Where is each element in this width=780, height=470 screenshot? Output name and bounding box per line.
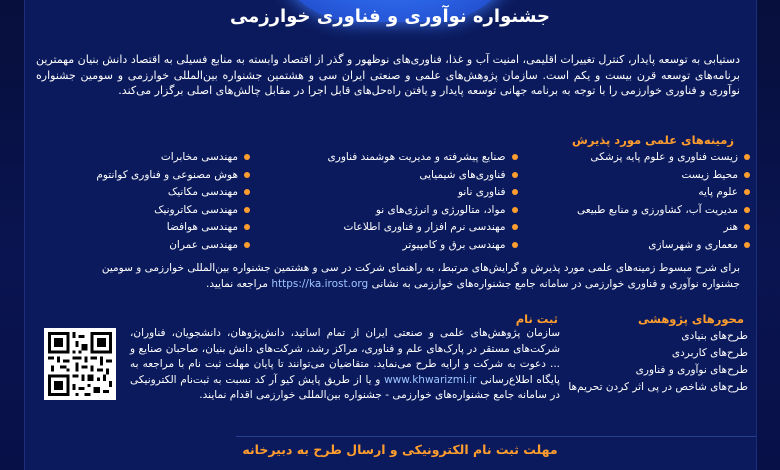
field-item: هنر xyxy=(540,220,750,235)
field-item: مهندسی عمران xyxy=(60,238,250,253)
field-item: مهندسی هوافضا xyxy=(60,220,250,235)
field-item: مهندسی مکانیک xyxy=(60,185,250,200)
field-item: هوش مصنوعی و فناوری کوانتوم xyxy=(60,168,250,183)
bullet-icon xyxy=(244,242,250,248)
bullet-icon xyxy=(512,154,518,160)
bullet-icon xyxy=(744,242,750,248)
field-item: معماری و شهرسازی xyxy=(540,238,750,253)
field-item: مهندسی برق و کامپیوتر xyxy=(273,238,518,253)
fields-column-2 xyxy=(273,150,518,252)
registration-title: ثبت نام xyxy=(515,312,558,326)
field-item: فناوری نانو xyxy=(273,185,518,200)
field-item: محیط زیست xyxy=(540,168,750,183)
field-item: مواد، متالورژی و انرژی‌های نو xyxy=(273,203,518,218)
accepted-fields-title: زمینه‌های علمی مورد پذیرش xyxy=(572,133,734,147)
research-areas-title: محورهای پژوهشی xyxy=(637,312,744,326)
intro-paragraph: دستیابی به توسعه پایدار، کنترل تغییرات اقلیمی، امنیت آب و غذا، فناوری‌های نوظهور و گذر از اقتصاد وابسته به منابع فسیلی به اقتصاد دانش بنیان مهمترین برنامه‌های توسعه قرن بیست و یکم است. سازمان پژوهش‌های علمی و صنعتی ایران سی و هشتمین جشنواره بین‌المللی خوارزمی و سومین جشنواره نوآوری و فناوری خوارزمی را با توجه به برنامه جهانی توسعه پایدار و یافتن راه‌حل‌های قابل اجرا در مقابل چالش‌های اصلی برگزار می‌کند. xyxy=(36,53,740,97)
khwarizmi-website-link[interactable]: www.khwarizmi.ir xyxy=(384,373,477,386)
fields-column-1 xyxy=(540,150,750,252)
bullet-icon xyxy=(512,242,518,248)
bullet-icon xyxy=(744,154,750,160)
field-item: فناوری‌های شیمیایی xyxy=(273,168,518,183)
deadline-heading: مهلت ثبت نام الکترونیکی و ارسال طرح به دبیرخانه xyxy=(242,442,558,457)
bullet-icon xyxy=(244,224,250,230)
divider xyxy=(236,436,756,437)
poster-title: جشنواره نوآوری و فناوری خوارزمی xyxy=(229,6,551,27)
field-item: زیست فناوری و علوم پایه پزشکی xyxy=(540,150,750,165)
bullet-icon xyxy=(244,189,250,195)
bullet-icon xyxy=(744,172,750,178)
research-item: طرح‌های کاربردی xyxy=(671,347,748,359)
field-item: مهندسی نرم افزار و فناوری اطلاعات xyxy=(273,220,518,235)
bullet-icon xyxy=(744,189,750,195)
fields-column-3 xyxy=(60,150,250,252)
field-item: مهندسی مکاترونیک xyxy=(60,203,250,218)
qr-code-icon xyxy=(48,332,112,396)
research-item: طرح‌های نوآوری و فناوری xyxy=(635,364,748,376)
field-item: مدیریت آب، کشاورزی و منابع طبیعی xyxy=(540,203,750,218)
field-item: علوم پایه xyxy=(540,185,750,200)
research-item: طرح‌های بنیادی xyxy=(681,330,748,342)
bullet-icon xyxy=(744,207,750,213)
registration-section xyxy=(130,312,560,404)
research-areas-section xyxy=(568,312,748,396)
bullet-icon xyxy=(512,224,518,230)
accepted-fields-section xyxy=(60,133,750,253)
research-item: طرح‌های شاخص در پی اثر کردن تحریم‌ها xyxy=(568,381,748,393)
qr-code[interactable] xyxy=(44,328,116,400)
bullet-icon xyxy=(744,224,750,230)
bullet-icon xyxy=(512,172,518,178)
field-item: مهندسی مخابرات xyxy=(60,150,250,165)
bullet-icon xyxy=(244,207,250,213)
field-item: صنایع پیشرفته و مدیریت هوشمند فناوری xyxy=(273,150,518,165)
more-info-paragraph: برای شرح مبسوط زمینه‌های علمی مورد پذیرش و گرایش‌های مرتبط، به راهنمای شرکت در سی و هشتمین جشنواره بین‌المللی خوارزمی و سومین جشنواره نوآوری و فناوری خوارزمی در سامانه جامع جشنواره‌های خوارزمی به نشانی https://ka.irost.org مراجعه نمایید. xyxy=(101,262,740,290)
bullet-icon xyxy=(244,172,250,178)
bullet-icon xyxy=(512,189,518,195)
bullet-icon xyxy=(244,154,250,160)
registration-text: سازمان پژوهش‌های علمی و صنعتی ایران از تمام اساتید، دانش‌پژوهان، دانشجویان، فناوران، شرکت‌های مستقر در پارک‌های علم و فناوری، مراکز رشد، شرکت‌های دانش بنیان، صاحبان صنایع و ... دعوت به شرکت و ارایه طرح می‌نماید. متقاضیان می‌توانند تا پایان مهلت ثبت نام با مراجعه به پایگاه اطلاع‌رسانی www.khwarizmi.ir و یا از طریق پایش کیو آر کد نسبت به ثبت‌نام الکترونیکی در سامانه جامع جشنواره‌های خوارزمی - جشنواره بین‌المللی خوارزمی اقدام نمایند. xyxy=(130,327,560,402)
bullet-icon xyxy=(512,207,518,213)
festival-portal-link[interactable]: https://ka.irost.org xyxy=(271,277,369,290)
